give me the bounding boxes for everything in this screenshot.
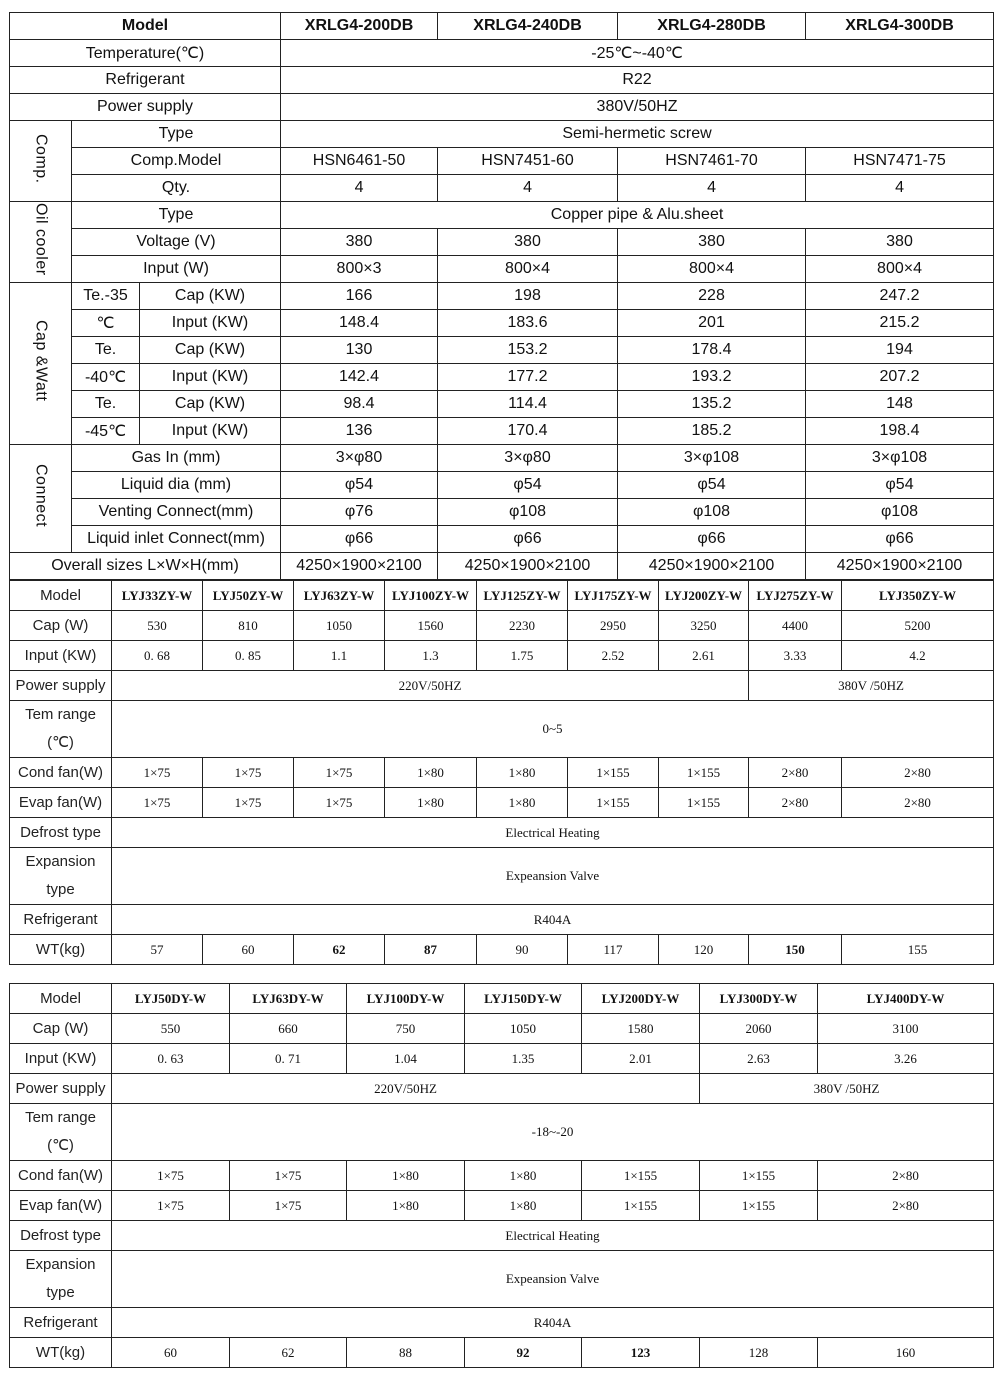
- table-row: [10, 391, 994, 418]
- cell: 800×4: [618, 256, 806, 283]
- cell: 1×80: [347, 1191, 465, 1221]
- cell: HSN7471-75: [806, 148, 994, 175]
- label-line: type: [46, 1284, 75, 1301]
- model-cell: LYJ63DY-W: [230, 984, 347, 1014]
- row-label: Cap (KW): [140, 283, 281, 310]
- row-label: Defrost type: [10, 1221, 112, 1251]
- group-label-connect: [10, 445, 72, 553]
- table-row: [10, 418, 994, 445]
- table-row: [10, 175, 994, 202]
- cell: 1×80: [477, 788, 568, 818]
- row-label: Model: [10, 984, 112, 1014]
- label-line: Expansion: [25, 1256, 96, 1273]
- merged-value: 380V /50HZ: [749, 671, 994, 701]
- cell: 0. 63: [112, 1044, 230, 1074]
- merged-value: 380V/50HZ: [281, 94, 994, 121]
- row-label: Power supply: [10, 1074, 112, 1104]
- cell: 1×80: [347, 1161, 465, 1191]
- row-label: Evap fan(W): [10, 788, 112, 818]
- cell: 2×80: [749, 788, 842, 818]
- cell: 1×75: [294, 788, 385, 818]
- cell: 1×75: [112, 758, 203, 788]
- row-label: Input (KW): [10, 641, 112, 671]
- cell: 183.6: [438, 310, 618, 337]
- row-label: [10, 1251, 112, 1308]
- table-row: [10, 148, 994, 175]
- cell: 136: [281, 418, 438, 445]
- temp-label: Te.: [72, 337, 140, 364]
- cell: 155: [842, 935, 994, 965]
- merged-value: Expeansion Valve: [112, 1251, 994, 1308]
- cell: 142.4: [281, 364, 438, 391]
- cell: 2×80: [818, 1161, 994, 1191]
- cell: 92: [465, 1338, 582, 1368]
- merged-value: 380V /50HZ: [700, 1074, 994, 1104]
- cell: 3.33: [749, 641, 842, 671]
- cell: 2.52: [568, 641, 659, 671]
- cell: 2×80: [818, 1191, 994, 1221]
- cell: 380: [618, 229, 806, 256]
- merged-value: R404A: [112, 1308, 994, 1338]
- row-label: Input (KW): [140, 310, 281, 337]
- cell: 4400: [749, 611, 842, 641]
- group-text: Oil cooler: [32, 203, 50, 276]
- row-label: Refrigerant: [10, 1308, 112, 1338]
- table-row: [10, 94, 994, 121]
- model-cell: LYJ150DY-W: [465, 984, 582, 1014]
- group-label-cap-watt: [10, 283, 72, 445]
- cell: 1×75: [230, 1191, 347, 1221]
- cell: 120: [659, 935, 749, 965]
- cell: 90: [477, 935, 568, 965]
- merged-value: R404A: [112, 905, 994, 935]
- cell: 1×75: [112, 1191, 230, 1221]
- row-label: Liquid dia (mm): [72, 472, 281, 499]
- cell: 2060: [700, 1014, 818, 1044]
- lyj-zy-spec-table: [9, 580, 994, 965]
- row-label: WT(kg): [10, 1338, 112, 1368]
- cell: φ66: [806, 526, 994, 553]
- row-label: Cap (W): [10, 1014, 112, 1044]
- cell: 1×75: [112, 788, 203, 818]
- cell: 114.4: [438, 391, 618, 418]
- cell: 87: [385, 935, 477, 965]
- merged-value: -25℃~-40℃: [281, 40, 994, 67]
- cell: 160: [818, 1338, 994, 1368]
- cell: 750: [347, 1014, 465, 1044]
- row-label: Cap (KW): [140, 391, 281, 418]
- cell: 380: [438, 229, 618, 256]
- cell: 4250×1900×2100: [281, 553, 438, 580]
- cell: φ54: [281, 472, 438, 499]
- cell: 177.2: [438, 364, 618, 391]
- cell: φ54: [618, 472, 806, 499]
- cell: HSN7451-60: [438, 148, 618, 175]
- cell: 1.3: [385, 641, 477, 671]
- cell: 2.01: [582, 1044, 700, 1074]
- row-label: Type: [72, 121, 281, 148]
- cell: 62: [294, 935, 385, 965]
- cell: 247.2: [806, 283, 994, 310]
- model-cell: LYJ400DY-W: [818, 984, 994, 1014]
- cell: 3250: [659, 611, 749, 641]
- model-cell: LYJ100DY-W: [347, 984, 465, 1014]
- cell: 4: [806, 175, 994, 202]
- header-model-label: Model: [10, 13, 281, 40]
- table-row: [10, 1338, 994, 1368]
- table-row: [10, 905, 994, 935]
- cell: φ76: [281, 499, 438, 526]
- cell: 60: [112, 1338, 230, 1368]
- cell: 2.63: [700, 1044, 818, 1074]
- cell: 0. 85: [203, 641, 294, 671]
- merged-value: Expeansion Valve: [112, 848, 994, 905]
- cell: HSN6461-50: [281, 148, 438, 175]
- row-label: Cond fan(W): [10, 758, 112, 788]
- table-row: [10, 984, 994, 1014]
- row-label: Defrost type: [10, 818, 112, 848]
- table-row: [10, 202, 994, 229]
- cell: 3×φ80: [438, 445, 618, 472]
- label-line: Tem range: [25, 706, 96, 723]
- cell: 194: [806, 337, 994, 364]
- model-cell: LYJ125ZY-W: [477, 581, 568, 611]
- cell: 98.4: [281, 391, 438, 418]
- header-model: XRLG4-280DB: [618, 13, 806, 40]
- cell: 198: [438, 283, 618, 310]
- cell: 60: [203, 935, 294, 965]
- model-cell: LYJ50ZY-W: [203, 581, 294, 611]
- table-row: [10, 40, 994, 67]
- table-row: [10, 499, 994, 526]
- cell: φ66: [438, 526, 618, 553]
- group-label-oil-cooler: [10, 202, 72, 283]
- row-label: [10, 848, 112, 905]
- cell: 1560: [385, 611, 477, 641]
- table-row: [10, 121, 994, 148]
- table-row: [10, 283, 994, 310]
- row-label: Input (W): [72, 256, 281, 283]
- merged-value: Semi-hermetic screw: [281, 121, 994, 148]
- cell: 800×4: [806, 256, 994, 283]
- cell: 153.2: [438, 337, 618, 364]
- cell: 1.1: [294, 641, 385, 671]
- cell: 1×155: [568, 788, 659, 818]
- table-row: [10, 337, 994, 364]
- cell: 148.4: [281, 310, 438, 337]
- table-row: [10, 229, 994, 256]
- cell: φ54: [438, 472, 618, 499]
- row-label: Temperature(℃): [10, 40, 281, 67]
- cell: 1×155: [582, 1191, 700, 1221]
- xrlg4-spec-table: [9, 12, 994, 580]
- merged-value: Electrical Heating: [112, 1221, 994, 1251]
- cell: 2230: [477, 611, 568, 641]
- group-label-comp: [10, 121, 72, 202]
- table-row: [10, 671, 994, 701]
- cell: 4: [438, 175, 618, 202]
- cell: 170.4: [438, 418, 618, 445]
- label-line: Tem range: [25, 1109, 96, 1126]
- cell: φ66: [281, 526, 438, 553]
- row-label: Cond fan(W): [10, 1161, 112, 1191]
- cell: 380: [281, 229, 438, 256]
- table-row: [10, 935, 994, 965]
- temp-label: Te.-35: [72, 283, 140, 310]
- cell: 128: [700, 1338, 818, 1368]
- cell: 2950: [568, 611, 659, 641]
- table-row: [10, 1221, 994, 1251]
- cell: 148: [806, 391, 994, 418]
- cell: 1×75: [112, 1161, 230, 1191]
- cell: 130: [281, 337, 438, 364]
- cell: 660: [230, 1014, 347, 1044]
- table-row: [10, 641, 994, 671]
- cell: φ108: [806, 499, 994, 526]
- table-row: [10, 818, 994, 848]
- group-text: Cap &Watt: [32, 320, 50, 402]
- label-line: type: [46, 881, 75, 898]
- cell: 1×155: [659, 788, 749, 818]
- row-label: Type: [72, 202, 281, 229]
- cell: 215.2: [806, 310, 994, 337]
- cell: 1×80: [465, 1161, 582, 1191]
- row-label: Model: [10, 581, 112, 611]
- cell: 1×155: [700, 1191, 818, 1221]
- cell: 0. 68: [112, 641, 203, 671]
- cell: 1.75: [477, 641, 568, 671]
- temp-label: ℃: [72, 310, 140, 337]
- group-text: Comp.: [32, 133, 50, 184]
- table-row: [10, 581, 994, 611]
- cell: 1×155: [659, 758, 749, 788]
- label-line: (℃): [47, 1137, 74, 1154]
- cell: 150: [749, 935, 842, 965]
- cell: 1×75: [294, 758, 385, 788]
- cell: 2×80: [842, 758, 994, 788]
- cell: 4250×1900×2100: [618, 553, 806, 580]
- cell: 228: [618, 283, 806, 310]
- row-label: Input (KW): [10, 1044, 112, 1074]
- cell: 530: [112, 611, 203, 641]
- cell: 1×80: [465, 1191, 582, 1221]
- row-label: Evap fan(W): [10, 1191, 112, 1221]
- cell: 3×φ108: [806, 445, 994, 472]
- row-label: WT(kg): [10, 935, 112, 965]
- cell: 4250×1900×2100: [438, 553, 618, 580]
- cell: 166: [281, 283, 438, 310]
- cell: φ54: [806, 472, 994, 499]
- table-row: [10, 1251, 994, 1308]
- cell: 800×4: [438, 256, 618, 283]
- cell: HSN7461-70: [618, 148, 806, 175]
- header-model: XRLG4-200DB: [281, 13, 438, 40]
- cell: 3100: [818, 1014, 994, 1044]
- table-row: [10, 526, 994, 553]
- header-model: XRLG4-240DB: [438, 13, 618, 40]
- merged-value: 220V/50HZ: [112, 1074, 700, 1104]
- cell: 4.2: [842, 641, 994, 671]
- cell: 0. 71: [230, 1044, 347, 1074]
- table-row: [10, 1044, 994, 1074]
- cell: 1050: [465, 1014, 582, 1044]
- table-row: [10, 1191, 994, 1221]
- table-row: [10, 445, 994, 472]
- table-row: [10, 472, 994, 499]
- model-cell: LYJ200ZY-W: [659, 581, 749, 611]
- cell: 1×80: [385, 758, 477, 788]
- temp-label: -40℃: [72, 364, 140, 391]
- model-cell: LYJ350ZY-W: [842, 581, 994, 611]
- cell: φ66: [618, 526, 806, 553]
- cell: 1.04: [347, 1044, 465, 1074]
- table-row: [10, 848, 994, 905]
- cell: 1×155: [568, 758, 659, 788]
- cell: 135.2: [618, 391, 806, 418]
- cell: 1.35: [465, 1044, 582, 1074]
- table-row: [10, 701, 994, 758]
- table-row: [10, 1014, 994, 1044]
- cell: 1×75: [203, 758, 294, 788]
- cell: 3×φ80: [281, 445, 438, 472]
- model-cell: LYJ100ZY-W: [385, 581, 477, 611]
- model-cell: LYJ175ZY-W: [568, 581, 659, 611]
- table-row: [10, 611, 994, 641]
- label-line: (℃): [47, 734, 74, 751]
- row-label: Refrigerant: [10, 905, 112, 935]
- row-label: Power supply: [10, 671, 112, 701]
- cell: 4: [618, 175, 806, 202]
- group-text: Connect: [32, 464, 50, 528]
- cell: 198.4: [806, 418, 994, 445]
- cell: 57: [112, 935, 203, 965]
- row-label: Overall sizes L×W×H(mm): [10, 553, 281, 580]
- cell: 380: [806, 229, 994, 256]
- table-row: [10, 13, 994, 40]
- row-label: [10, 1104, 112, 1161]
- row-label: Voltage (V): [72, 229, 281, 256]
- table-row: [10, 1161, 994, 1191]
- table-row: [10, 364, 994, 391]
- cell: φ108: [438, 499, 618, 526]
- cell: 1050: [294, 611, 385, 641]
- row-label: Power supply: [10, 94, 281, 121]
- cell: 178.4: [618, 337, 806, 364]
- row-label: Qty.: [72, 175, 281, 202]
- cell: 5200: [842, 611, 994, 641]
- row-label: Cap (KW): [140, 337, 281, 364]
- temp-label: Te.: [72, 391, 140, 418]
- lyj-dy-spec-table: [9, 983, 994, 1368]
- table-row: [10, 67, 994, 94]
- cell: 193.2: [618, 364, 806, 391]
- row-label: Gas In (mm): [72, 445, 281, 472]
- table-row: [10, 758, 994, 788]
- label-line: Expansion: [25, 853, 96, 870]
- cell: 800×3: [281, 256, 438, 283]
- model-cell: LYJ275ZY-W: [749, 581, 842, 611]
- cell: 1580: [582, 1014, 700, 1044]
- cell: φ108: [618, 499, 806, 526]
- cell: 550: [112, 1014, 230, 1044]
- table-row: [10, 1074, 994, 1104]
- cell: 3.26: [818, 1044, 994, 1074]
- table-row: [10, 788, 994, 818]
- cell: 4: [281, 175, 438, 202]
- cell: 1×155: [582, 1161, 700, 1191]
- cell: 1×75: [230, 1161, 347, 1191]
- model-cell: LYJ33ZY-W: [112, 581, 203, 611]
- cell: 1×80: [385, 788, 477, 818]
- table-row: [10, 256, 994, 283]
- cell: 1×155: [700, 1161, 818, 1191]
- row-label: Cap (W): [10, 611, 112, 641]
- cell: 185.2: [618, 418, 806, 445]
- merged-value: 0~5: [112, 701, 994, 758]
- cell: 2×80: [842, 788, 994, 818]
- row-label: Input (KW): [140, 364, 281, 391]
- row-label: [10, 701, 112, 758]
- table-row: [10, 553, 994, 580]
- table-row: [10, 310, 994, 337]
- row-label: Venting Connect(mm): [72, 499, 281, 526]
- cell: 1×80: [477, 758, 568, 788]
- table-row: [10, 1104, 994, 1161]
- cell: 88: [347, 1338, 465, 1368]
- table-row: [10, 1308, 994, 1338]
- cell: 2×80: [749, 758, 842, 788]
- cell: 207.2: [806, 364, 994, 391]
- cell: 117: [568, 935, 659, 965]
- cell: 810: [203, 611, 294, 641]
- cell: 62: [230, 1338, 347, 1368]
- cell: 3×φ108: [618, 445, 806, 472]
- cell: 1×75: [203, 788, 294, 818]
- cell: 201: [618, 310, 806, 337]
- merged-value: Copper pipe & Alu.sheet: [281, 202, 994, 229]
- row-label: Input (KW): [140, 418, 281, 445]
- temp-label: -45℃: [72, 418, 140, 445]
- merged-value: Electrical Heating: [112, 818, 994, 848]
- row-label: Comp.Model: [72, 148, 281, 175]
- merged-value: R22: [281, 67, 994, 94]
- model-cell: LYJ200DY-W: [582, 984, 700, 1014]
- row-label: Liquid inlet Connect(mm): [72, 526, 281, 553]
- model-cell: LYJ50DY-W: [112, 984, 230, 1014]
- cell: 4250×1900×2100: [806, 553, 994, 580]
- cell: 123: [582, 1338, 700, 1368]
- row-label: Refrigerant: [10, 67, 281, 94]
- merged-value: -18~-20: [112, 1104, 994, 1161]
- cell: 2.61: [659, 641, 749, 671]
- model-cell: LYJ63ZY-W: [294, 581, 385, 611]
- merged-value: 220V/50HZ: [112, 671, 749, 701]
- header-model: XRLG4-300DB: [806, 13, 994, 40]
- model-cell: LYJ300DY-W: [700, 984, 818, 1014]
